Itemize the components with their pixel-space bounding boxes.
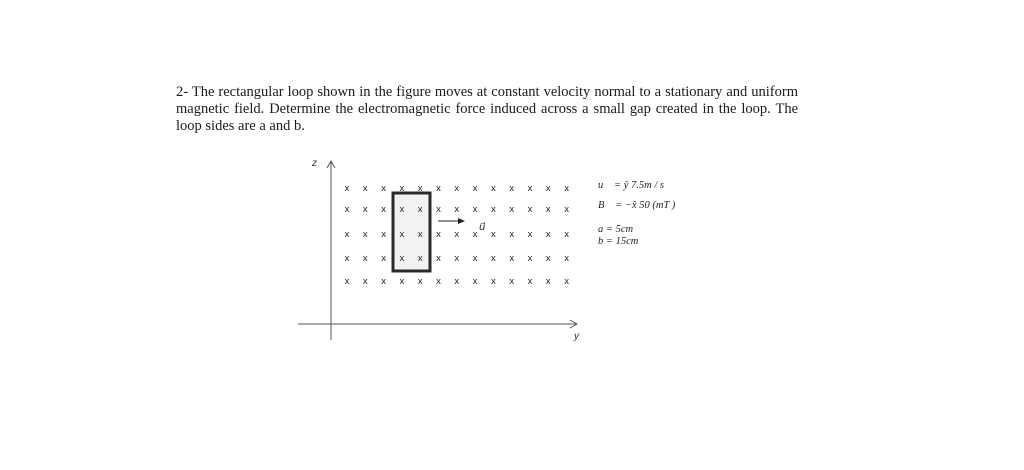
field-mark: x [564,183,569,194]
field-mark: x [362,253,368,264]
side-b-value: b = 15cm [598,236,639,247]
field-mark: x [491,276,496,287]
field-mark: x [362,204,368,215]
field-mark: x [417,204,423,215]
field-mark: x [399,204,405,215]
problem-body: The rectangular loop shown in the figure moves at constant velocity normal to a stationary and uniform magnetic field. Determine the electromagnetic force induced across a small gap created in the loop. The loop sides are a and b. [176,84,798,134]
field-mark: x [344,229,350,240]
field-mark: x [381,276,386,287]
field-mark: x [527,204,533,215]
field-mark: x [362,183,368,194]
field-mark: x [436,253,441,264]
field-mark: x [564,253,569,264]
field-mark: x [399,276,405,287]
field-mark: x [509,253,515,264]
field-mark: x [381,229,386,240]
field-mark: x [527,276,533,287]
field-mark: x [527,253,533,264]
field-mark: x [491,204,496,215]
field-mark: x [509,276,515,287]
field-mark: x [399,253,405,264]
field-mark: x [436,204,441,215]
field-mark: x [454,276,460,287]
field-mark: x [509,204,515,215]
field-mark: x [454,253,460,264]
field-mark: x [527,183,533,194]
field-mark: x [491,229,496,240]
field-mark: x [417,229,423,240]
field-mark: x [564,204,569,215]
velocity-value: u⃗ = ŷ 7.5m / s [598,180,664,191]
field-mark: x [417,276,423,287]
field-mark: x [344,253,350,264]
field-mark: x [381,183,386,194]
field-mark: x [362,276,368,287]
field-mark: x [454,204,460,215]
field-mark: x [545,276,551,287]
field-mark: x [564,276,569,287]
field-mark: x [509,183,515,194]
field-mark: x [362,229,368,240]
field-mark: x [399,229,405,240]
field-mark: x [454,183,460,194]
field-mark: x [472,229,478,240]
field-mark: x [399,183,405,194]
field-mark: x [509,229,515,240]
problem-number: 2- [176,84,189,100]
field-mark: x [417,253,423,264]
field-mark: x [381,204,386,215]
velocity-label: u⃗ [479,222,486,233]
field-mark: x [344,183,350,194]
y-axis-label: y [574,331,579,342]
field-mark: x [436,183,441,194]
parameter-list [598,180,676,247]
field-mark: x [472,253,478,264]
field-mark: x [436,276,441,287]
field-mark: x [527,229,533,240]
field-mark: x [436,229,441,240]
field-value: B⃗ = −x̂ 50 (mT ) [598,200,676,211]
field-mark: x [545,229,551,240]
field-mark: x [545,253,551,264]
field-mark: x [454,229,460,240]
field-mark: x [472,276,478,287]
field-mark: x [491,253,496,264]
z-axis-label: z [312,158,317,169]
field-mark: x [472,204,478,215]
field-mark: x [417,183,423,194]
field-mark: x [381,253,386,264]
velocity-arrowhead [458,218,465,224]
field-mark: x [344,276,350,287]
side-a-value: a = 5cm [598,224,634,235]
field-mark: x [491,183,496,194]
field-mark: x [344,204,350,215]
field-mark: x [545,204,551,215]
magnetic-field-marks [345,183,570,287]
field-mark: x [545,183,551,194]
field-mark: x [564,229,569,240]
field-mark: x [472,183,478,194]
